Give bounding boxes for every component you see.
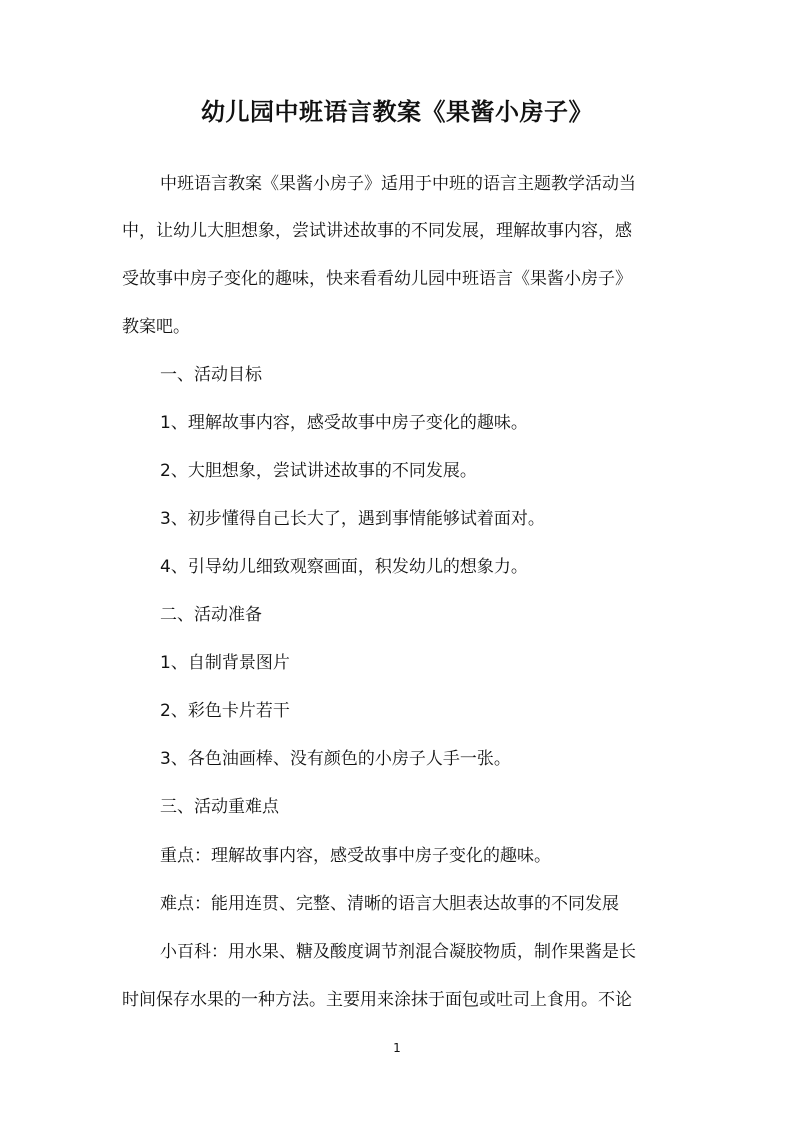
difficult-point-text: 难点：能用连贯、完整、清晰的语言大胆表达故事的不同发展 xyxy=(160,894,619,914)
preparation-item-2: 2、彩色卡片若干 xyxy=(160,701,290,721)
intro-line-2: 中，让幼儿大胆想象，尝试讲述故事的不同发展，理解故事内容，感 xyxy=(122,221,632,241)
preparation-item-1: 1、自制背景图片 xyxy=(160,653,290,673)
goal-item-2: 2、大胆想象，尝试讲述故事的不同发展。 xyxy=(160,461,477,481)
intro-line-3: 受故事中房子变化的趣味，快来看看幼儿园中班语言《果酱小房子》 xyxy=(122,269,632,289)
section-heading-goals: 一、活动目标 xyxy=(160,365,262,385)
section-heading-key-points: 三、活动重难点 xyxy=(160,797,279,817)
encyclopedia-line-2: 时间保存水果的一种方法。主要用来涂抹于面包或吐司上食用。不论 xyxy=(122,990,632,1010)
preparation-item-3: 3、各色油画棒、没有颜色的小房子人手一张。 xyxy=(160,749,511,769)
intro-line-4: 教案吧。 xyxy=(122,317,190,337)
goal-item-4: 4、引导幼儿细致观察画面，积发幼儿的想象力。 xyxy=(160,557,528,577)
intro-line-1: 中班语言教案《果酱小房子》适用于中班的语言主题教学活动当 xyxy=(160,174,636,194)
document-title: 幼儿园中班语言教案《果酱小房子》 xyxy=(201,98,593,126)
page-number: 1 xyxy=(393,1041,401,1055)
goal-item-3: 3、初步懂得自己长大了，遇到事情能够试着面对。 xyxy=(160,509,545,529)
key-point-text: 重点：理解故事内容，感受故事中房子变化的趣味。 xyxy=(160,846,551,866)
section-heading-preparation: 二、活动准备 xyxy=(160,605,262,625)
goal-item-1: 1、理解故事内容，感受故事中房子变化的趣味。 xyxy=(160,413,528,433)
encyclopedia-line-1: 小百科：用水果、糖及酸度调节剂混合凝胶物质，制作果酱是长 xyxy=(160,942,636,962)
